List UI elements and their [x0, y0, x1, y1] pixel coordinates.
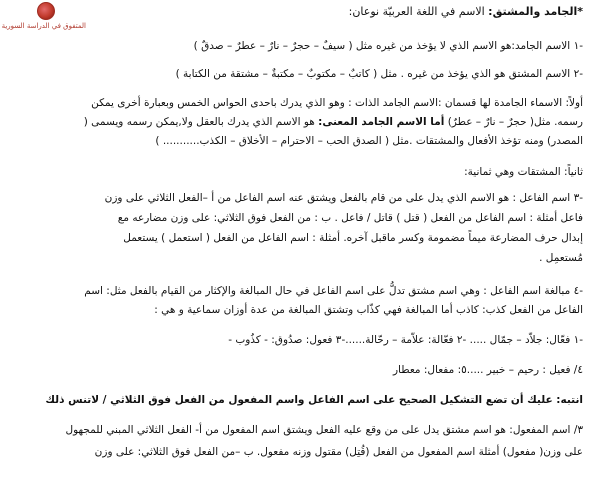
section-two-title: ثانياً: المشتقات وهي ثمانية: [464, 166, 583, 178]
logo-caption: المتفوق في الدراسة السورية [1, 22, 86, 30]
hyperbole-forms-line: -١ فعّال: جلاّد – جمّال ..... -٢ فعّالة: علاّمة – رحّالة......-٣ فعول: صدُوق: - كذُوب - [228, 334, 583, 346]
title-rest: الاسم في اللغة العربيّة نوعان: [348, 5, 489, 18]
passive-participle-line-1: ٣/ اسم المفعول: هو اسم مشتق يدل على من وقع عليه الفعل ويشتق اسم المفعول من أ- الفعل الثلاثي المبني للمجهول [65, 424, 583, 436]
active-participle-line-4: مُستعمِل . [539, 252, 583, 264]
active-participle-line-3: إبدال حرف المضارعة ميماً مضمومة وكسر ماقبل آخره. أمثلة : اسم الفاعل من الفعل ( استعمل ) يستعمل [123, 232, 583, 244]
first-line-2 [84, 116, 583, 129]
definition-item-2: -٢ الاسم المشتق هو الذي يؤخذ من غيره . مثل ( كاتبٌ – مكتوبٌ – مكتبةٌ – مشتقة من الكتابة ) [175, 68, 583, 80]
logo-emblem-icon [37, 2, 55, 20]
first-line-2-pre: رسمه. مثل( حجرٌ – نارٌ – عطرٌ) [444, 116, 583, 128]
active-participle-line-1: -٣ اسم الفاعل : هو الاسم الذي يدل على من قام بالفعل ويشتق عنه اسم الفاعل من أ –الفعل الثلاثي على وزن [104, 192, 583, 204]
attention-note: انتبه: عليك أن تضع التشكيل الصحيح على اسم الفاعل واسم المفعول من الفعل فوق الثلاثي / لاتنس ذلك [45, 394, 583, 406]
first-line-1: أولاً: الاسماء الجامدة لها قسمان :الاسم الجامد الذات : وهو الذي يدرك باحدى الحواس الخمس وبعبارة أخرى يمكن [91, 97, 583, 109]
hyperbole-line-2: الفاعل من الفعل كذب: كاذب أما المبالغة فهي كذّاب وتشتق المبالغة من عدة أوزان سماعية و هي : [154, 304, 583, 316]
hyperbole-line-1: -٤ مبالغة اسم الفاعل : وهي اسم مشتق تدلُّ على اسم الفاعل في حال المبالغة والإكثار من القيام بالفعل مثل: اسم [84, 285, 583, 297]
passive-participle-line-2: على وزن( مفعول) أمثلة اسم المفعول من الفعل (قُتِل) مقتول وزنه مفعول. ب –من الفعل فوق الثلاثي: على وزن [94, 446, 583, 458]
first-line-3: المصدر) ومنه تؤخذ الأفعال والمشتقات .مثل ( الصدق الحب – الاحترام – الأخلاق – الكذب........... ) [155, 135, 583, 147]
first-line-2-post: هو الاسم الذي يدرك بالعقل ولا,يمكن رسمه ويسمى ( [83, 116, 319, 128]
school-logo [1, 2, 86, 36]
title-bold: *الجامد والمشتق: [488, 5, 583, 18]
definition-item-1: -١ الاسم الجامد:هو الاسم الذي لا يؤخذ من غيره مثل ( سيفٌ – حجرٌ – نارٌ – عطرٌ – صدقٌ ) [193, 40, 583, 52]
active-participle-line-2: فاعل أمثلة : اسم الفاعل من الفعل ( قتل ) قاتل / فاعل . ب : من الفعل فوق الثلاثي: على وزن مضارعه مع [117, 212, 583, 224]
abstract-noun-label: أما الاسم الجامد المعنى: [318, 116, 445, 128]
page-title [349, 5, 583, 18]
hyperbole-forms-line-2: ٤/ فعيل : رحيم – خبير .....٥: مفعال: معطار [392, 364, 583, 376]
